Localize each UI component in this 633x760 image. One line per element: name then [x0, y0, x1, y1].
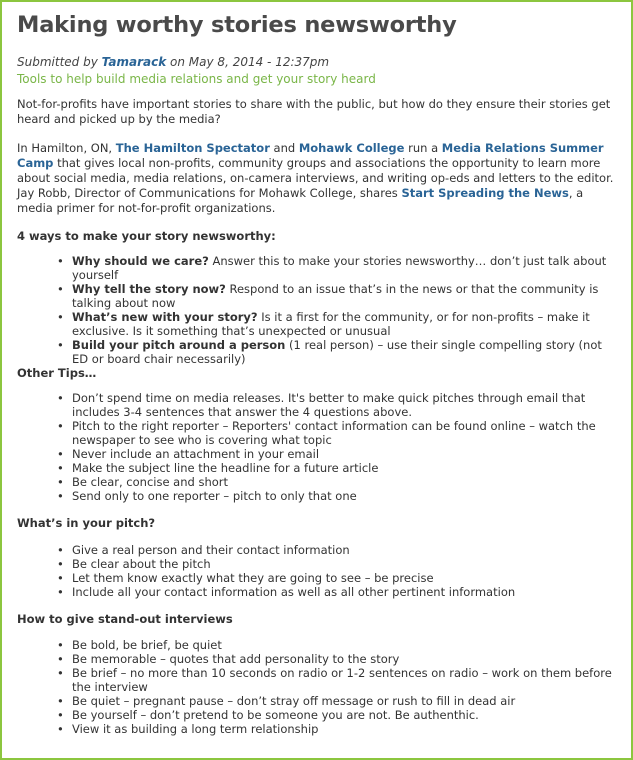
list-item: • Never include an attachment in your email: [17, 447, 617, 461]
list-item: [17, 254, 617, 282]
ways-heading: 4 ways to make your story newsworthy:: [17, 229, 276, 243]
submission-meta: [17, 55, 329, 69]
interviews-heading: How to give stand-out interviews: [17, 612, 233, 626]
item-bold: Why should we care?: [72, 254, 209, 268]
mohawk-college-link[interactable]: Mohawk College: [298, 141, 405, 155]
summer-camp-link[interactable]: Media Relations Summer Camp: [17, 141, 604, 170]
item-text: Respond to an issue that’s in the news or that the community is talking about now: [72, 282, 599, 310]
list-item: • Be clear about the pitch: [17, 557, 617, 571]
list-item: [17, 338, 617, 366]
list-item: • Be bold, be brief, be quiet: [17, 638, 617, 652]
list-item: • Be brief – no more than 10 seconds on radio or 1-2 sentences on radio – work on them before the interview: [17, 666, 617, 694]
tagline: Tools to help build media relations and get your story heard: [17, 72, 376, 86]
item-bold: What’s new with your story?: [72, 310, 258, 324]
author-link[interactable]: Tamarack: [101, 55, 167, 69]
para-text: and: [269, 141, 299, 155]
para-text: In Hamilton, ON,: [17, 141, 116, 155]
para-text: run a: [404, 141, 442, 155]
list-item: • Include all your contact information as well as all other pertinent information: [17, 585, 617, 599]
item-text: (1 real person) – use their single compelling story (not ED or board chair necessarily): [72, 338, 602, 366]
list-item: • Let them know exactly what they are going to see – be precise: [17, 571, 617, 585]
list-item: • Don’t spend time on media releases. It's better to make quick pitches through email that includes 3-4 sentences that answer the 4 questions above.: [17, 391, 617, 419]
submitted-by-label: Submitted by: [17, 55, 98, 69]
page-title: Making worthy stories newsworthy: [17, 12, 457, 38]
list-item: • View it as building a long term relationship: [17, 722, 617, 736]
item-bold: Why tell the story now?: [72, 282, 226, 296]
pitch-list: [17, 543, 617, 599]
hamilton-paragraph: [17, 141, 617, 216]
list-item: [17, 310, 617, 338]
list-item: • Pitch to the right reporter – Reporters' contact information can be found online – watch the newspaper to see who is covering what topic: [17, 419, 617, 447]
spreading-news-link[interactable]: Start Spreading the News: [401, 186, 569, 200]
item-bold: Build your pitch around a person: [72, 338, 286, 352]
list-item: • Give a real person and their contact information: [17, 543, 617, 557]
list-item: • Be quiet – pregnant pause – don’t stray off message or rush to fill in dead air: [17, 694, 617, 708]
list-item: • Make the subject line the headline for a future article: [17, 461, 617, 475]
list-item: • Be clear, concise and short: [17, 475, 617, 489]
interviews-list: [17, 638, 617, 736]
tips-heading: Other Tips…: [17, 366, 97, 380]
post-date: on May 8, 2014 - 12:37pm: [170, 55, 330, 69]
list-item: • Be memorable – quotes that add personality to the story: [17, 652, 617, 666]
spectator-link[interactable]: The Hamilton Spectator: [115, 141, 270, 155]
ways-list: [17, 254, 617, 366]
list-item: [17, 282, 617, 310]
intro-paragraph: Not-for-profits have important stories to share with the public, but how do they ensure their stories get heard and picked up by the media?: [17, 97, 611, 126]
item-text: Is it a first for the community, or for non-profits – make it exclusive. Is it something that’s unexpected or unusual: [72, 310, 590, 338]
tips-list: [17, 391, 617, 503]
list-item: • Be yourself – don’t pretend to be someone you are not. Be authenthic.: [17, 708, 617, 722]
para-text: that gives local non-profits, community groups and associations the opportunity to learn more about social media, media relations, on-camera interviews, and writing op-eds and letters to the editor. Jay Robb, Director of Communications for Mohawk College, shares: [17, 156, 614, 200]
pitch-heading: What’s in your pitch?: [17, 516, 156, 530]
para-text: , a media primer for not-for-profit organizations.: [17, 186, 584, 215]
list-item: • Send only to one reporter – pitch to only that one: [17, 489, 617, 503]
item-text: Answer this to make your stories newsworthy… don’t just talk about yourself: [72, 254, 607, 282]
